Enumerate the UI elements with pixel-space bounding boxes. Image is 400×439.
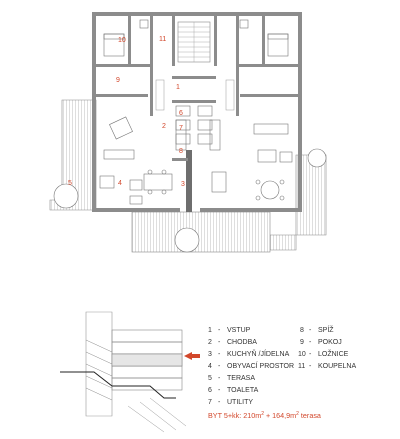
living-furniture-right	[210, 120, 292, 200]
room-label-1: 1	[176, 84, 180, 91]
legend-label-2: CHODBA	[227, 339, 257, 346]
room-label-8: 8	[179, 148, 183, 155]
section-diagram	[60, 312, 200, 432]
legend-dash: -	[218, 387, 221, 394]
terrace-bottom	[132, 212, 270, 252]
legend-label-9: POKOJ	[318, 339, 342, 346]
legend-num-4: 4	[208, 363, 212, 370]
legend-label-8: SPÍŽ	[318, 327, 334, 334]
bedroom-furniture	[104, 20, 288, 56]
legend-num-2: 2	[208, 339, 212, 346]
legend-label-6: TOALETA	[227, 387, 259, 394]
room-label-11: 11	[159, 36, 167, 43]
apartment-summary: BYT 5+kk: $210m^2 + 164,9m^2$ terasa	[208, 411, 321, 420]
room-label-4: 4	[118, 180, 122, 187]
legend	[208, 325, 356, 420]
staircase	[178, 22, 210, 62]
legend-dash: -	[309, 339, 312, 346]
legend-num-7: 7	[208, 399, 212, 406]
room-label-6: 6	[179, 110, 183, 117]
legend-dash: -	[218, 375, 221, 382]
room-label-3: 3	[181, 181, 185, 188]
legend-num-11: 11	[298, 363, 306, 370]
legend-num-9: 9	[300, 339, 304, 346]
legend-label-10: LOŽNICE	[318, 351, 349, 358]
legend-dash: -	[218, 351, 221, 358]
room-label-2: 2	[162, 123, 166, 130]
legend-num-8: 8	[300, 327, 304, 334]
legend-dash: -	[218, 399, 221, 406]
legend-num-1: 1	[208, 327, 212, 334]
floor-plan	[50, 12, 326, 252]
legend-dash: -	[218, 363, 221, 370]
legend-num-10: 10	[298, 351, 306, 358]
legend-num-3: 3	[208, 351, 212, 358]
legend-label-7: UTILITY	[227, 399, 254, 406]
legend-label-1: VSTUP	[227, 327, 251, 334]
legend-column-left	[208, 327, 294, 406]
legend-label-3: KUCHYŇ /JÍDELNA	[227, 351, 290, 358]
level-marker-arrow-icon	[184, 352, 200, 360]
room-label-7: 7	[179, 125, 183, 132]
legend-label-5: TERASA	[227, 375, 256, 382]
legend-dash: -	[309, 327, 312, 334]
legend-dash: -	[309, 363, 312, 370]
room-label-10: 10	[118, 37, 126, 44]
legend-num-6: 6	[208, 387, 212, 394]
legend-dash: -	[309, 351, 312, 358]
legend-dash: -	[218, 339, 221, 346]
legend-num-5: 5	[208, 375, 212, 382]
legend-label-11: KOUPELNA	[318, 363, 357, 370]
legend-dash: -	[218, 327, 221, 334]
legend-column-right	[298, 325, 356, 370]
legend-label-4: OBYVACÍ PROSTOR	[227, 363, 295, 370]
side-stairs	[156, 80, 234, 110]
room-label-9: 9	[116, 77, 120, 84]
room-label-5: 5	[68, 180, 72, 187]
